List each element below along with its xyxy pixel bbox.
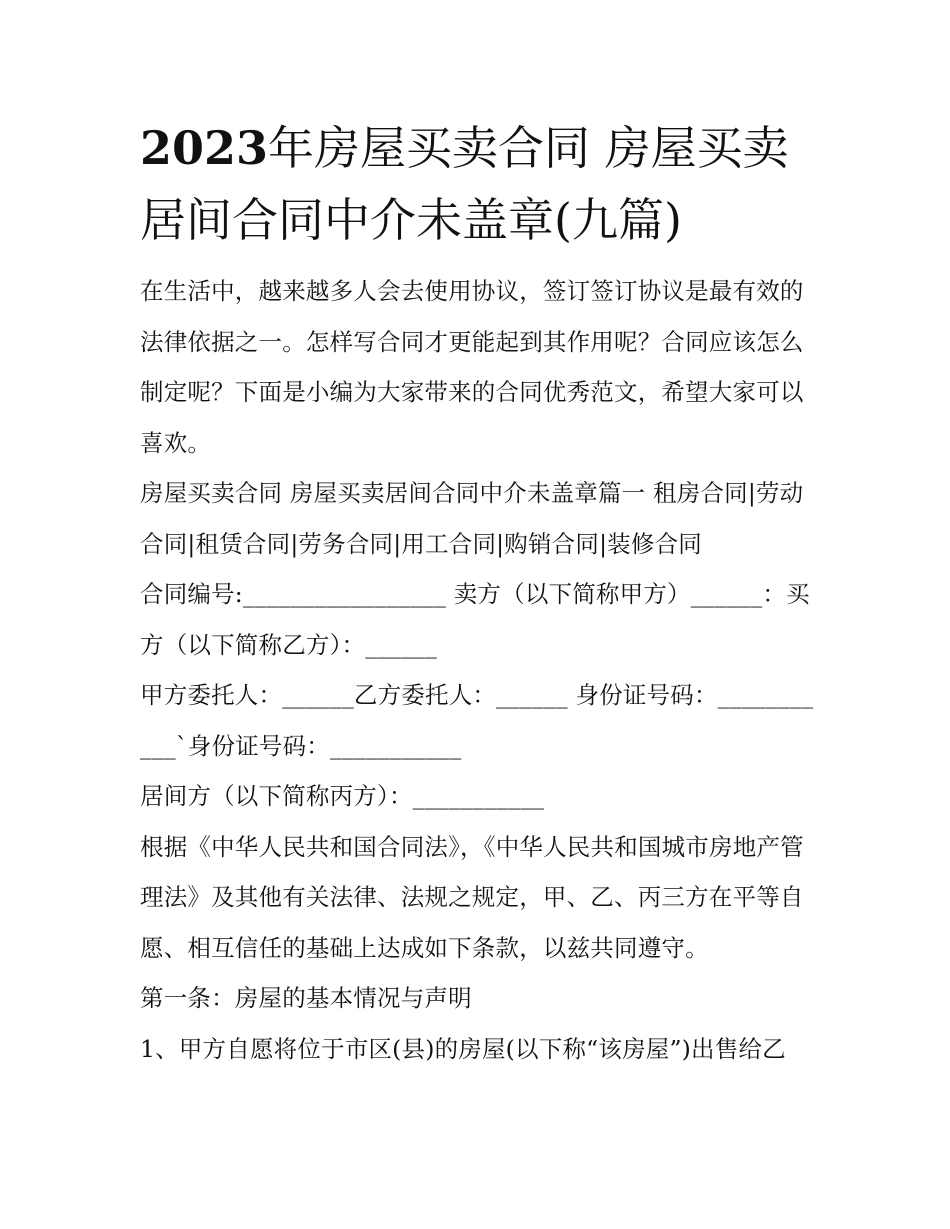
section-heading-1: 房屋买卖合同 房屋买卖居间合同中介未盖章篇一 租房合同|劳动合同|租赁合同|劳务合同|用工合同|购销合同|装修合同 bbox=[140, 479, 804, 558]
title-text: 年房屋买卖合同 房屋买卖居间合同中介未盖章(九篇) bbox=[140, 121, 789, 247]
contract-number-line: 合同编号:_________________ 卖方（以下简称甲方）______：买方（以下简称乙方）：______ bbox=[140, 580, 810, 659]
intro-paragraph: 在生活中，越来越多人会去使用协议，签订签订协议是最有效的法律依据之一。怎样写合同才更能起到其作用呢？合同应该怎么制定呢？下面是小编为大家带来的合同优秀范文，希望大家可以喜欢。 bbox=[140, 277, 804, 457]
intermediary-line: 居间方（以下简称丙方）：___________ bbox=[140, 782, 545, 810]
document-title bbox=[140, 112, 820, 256]
article-one-heading: 第一条：房屋的基本情况与声明 bbox=[140, 984, 472, 1012]
document-page bbox=[140, 112, 820, 1074]
legal-basis-paragraph: 根据《中华人民共和国合同法》，《中华人民共和国城市房地产管理法》及其他有关法律、法规之规定，甲、乙、丙三方在平等自愿、相互信任的基础上达成如下条款，以兹共同遵守。 bbox=[140, 832, 804, 962]
clause-1: 1、甲方自愿将位于市区(县)的房屋(以下称“该房屋”)出售给乙 bbox=[140, 1034, 786, 1063]
title-year: 2023 bbox=[140, 121, 269, 175]
delegate-line: 甲方委托人：______乙方委托人：______ 身份证号码：___________`身份证号码：___________ bbox=[140, 681, 814, 760]
